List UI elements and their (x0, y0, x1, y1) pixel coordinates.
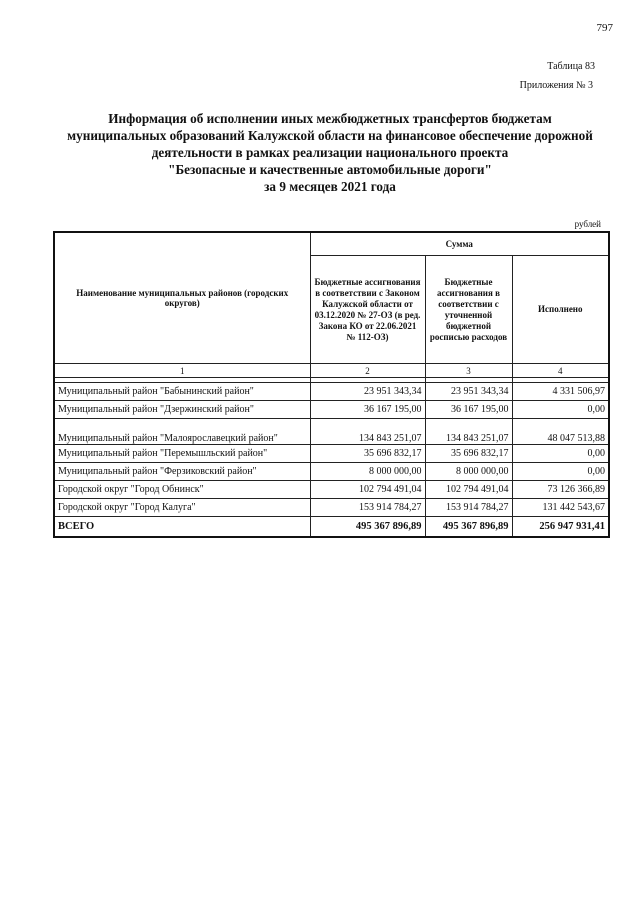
table-reference: Таблица 83 (547, 61, 595, 72)
row-budget-refined: 102 794 491,04 (425, 481, 512, 499)
total-label: ВСЕГО (54, 517, 310, 538)
table-row (54, 383, 609, 401)
row-budget-refined: 35 696 832,17 (425, 445, 512, 463)
header-executed: Исполнено (512, 256, 609, 364)
header-budget-refined: Бюджетные ассигнования в соответствии с уточненной бюджетной росписью расходов (425, 256, 512, 364)
row-budget-law: 102 794 491,04 (310, 481, 425, 499)
row-executed: 48 047 513,88 (512, 419, 609, 445)
row-executed: 0,00 (512, 401, 609, 419)
table-row (54, 499, 609, 517)
row-budget-refined: 8 000 000,00 (425, 463, 512, 481)
total-budget-law: 495 367 896,89 (310, 517, 425, 538)
row-budget-law: 8 000 000,00 (310, 463, 425, 481)
title-line: деятельности в рамках реализации национального проекта (151, 145, 509, 160)
row-name: Муниципальный район "Дзержинский район" (54, 401, 310, 419)
total-executed: 256 947 931,41 (512, 517, 609, 538)
document-title (40, 110, 620, 195)
row-budget-refined: 36 167 195,00 (425, 401, 512, 419)
title-line: "Безопасные и качественные автомобильные дороги" (168, 162, 492, 177)
title-line: за 9 месяцев 2021 года (264, 179, 396, 194)
table-row (54, 401, 609, 419)
page-number: 797 (596, 22, 613, 34)
table-row (54, 419, 609, 445)
row-budget-refined: 153 914 784,27 (425, 499, 512, 517)
row-budget-refined: 134 843 251,07 (425, 419, 512, 445)
row-name: Городской округ "Город Калуга" (54, 499, 310, 517)
transfers-table (53, 231, 610, 538)
row-executed: 4 331 506,97 (512, 383, 609, 401)
row-name: Муниципальный район "Ферзиковский район" (54, 463, 310, 481)
column-number: 2 (310, 364, 425, 378)
row-name: Городской округ "Город Обнинск" (54, 481, 310, 499)
title-line: муниципальных образований Калужской области на финансовое обеспечение дорожной (67, 128, 593, 143)
total-row (54, 517, 609, 538)
table-row (54, 445, 609, 463)
units-label: рублей (574, 219, 601, 229)
row-budget-law: 35 696 832,17 (310, 445, 425, 463)
row-executed: 73 126 366,89 (512, 481, 609, 499)
title-line: Информация об исполнении иных межбюджетных трансфертов бюджетам (108, 111, 552, 126)
row-name: Муниципальный район "Перемышльский район" (54, 445, 310, 463)
row-budget-refined: 23 951 343,34 (425, 383, 512, 401)
row-executed: 131 442 543,67 (512, 499, 609, 517)
row-executed: 0,00 (512, 463, 609, 481)
table-row (54, 463, 609, 481)
column-number: 3 (425, 364, 512, 378)
column-number: 1 (54, 364, 310, 378)
total-budget-refined: 495 367 896,89 (425, 517, 512, 538)
row-name: Муниципальный район "Малоярославецкий район" (54, 419, 310, 445)
column-number: 4 (512, 364, 609, 378)
row-budget-law: 134 843 251,07 (310, 419, 425, 445)
row-budget-law: 36 167 195,00 (310, 401, 425, 419)
row-budget-law: 23 951 343,34 (310, 383, 425, 401)
header-name: Наименование муниципальных районов (городских округов) (54, 232, 310, 364)
header-sum: Сумма (310, 232, 609, 256)
row-executed: 0,00 (512, 445, 609, 463)
table-row (54, 481, 609, 499)
header-budget-law: Бюджетные ассигнования в соответствии с Законом Калужской области от 03.12.2020 № 27-ОЗ (в ред. Закона КО от 22.06.2021 № 112-ОЗ) (310, 256, 425, 364)
row-budget-law: 153 914 784,27 (310, 499, 425, 517)
appendix-reference: Приложения № 3 (519, 80, 593, 91)
row-name: Муниципальный район "Бабынинский район" (54, 383, 310, 401)
